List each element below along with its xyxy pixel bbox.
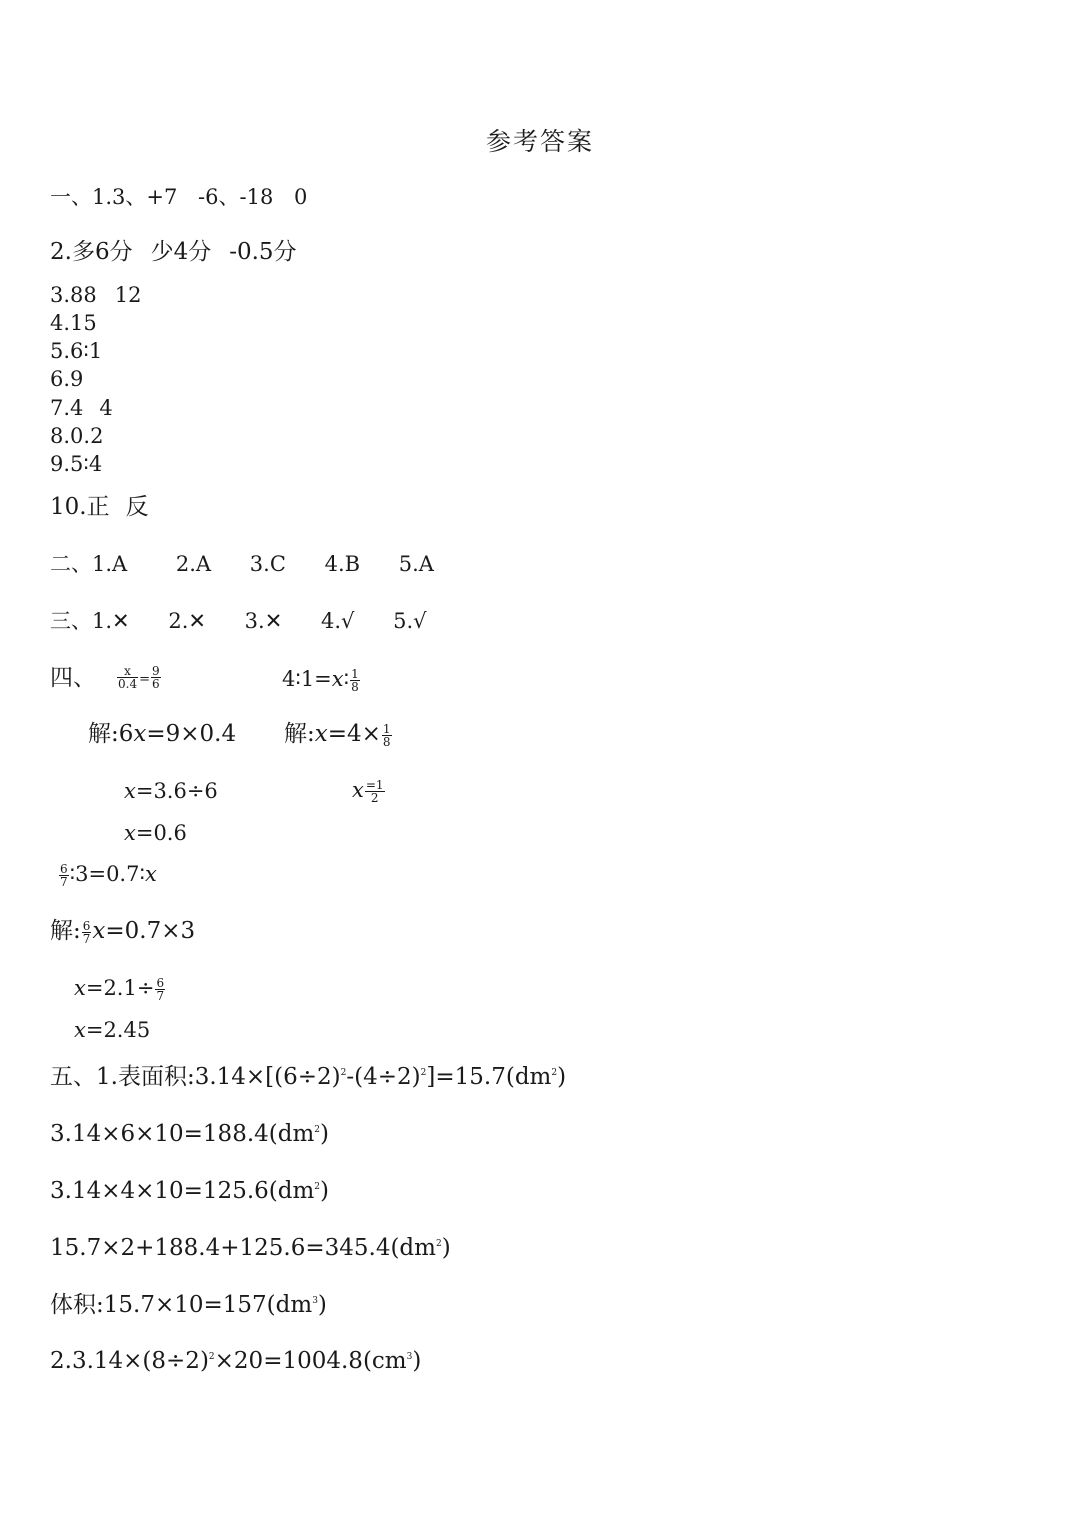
part1-q7: 7.4 4	[50, 396, 113, 420]
eq1-statement: $\frac{x}{0.4}$ = $\frac{9}{6}$	[118, 664, 160, 691]
page-title: 参考答案	[485, 127, 594, 156]
eq3-step2: x=2.1÷ $\frac{6}{7}$	[74, 976, 165, 1003]
eq1-left-fraction: $\frac{x}{0.4}$	[118, 664, 138, 691]
part5-q1-line1: 五、1.表面积$:3.14\times[(6\div 2)^2-(4\div 2)^2]=15.7(dm^2)$	[50, 1064, 567, 1090]
part1-q8: 8.0.2	[50, 424, 104, 448]
eq1-step2: x=3.6÷6	[124, 779, 218, 803]
part3-answers: 三、1.✕ 2.✕ 3.✕ 4.√ 5.√	[50, 609, 427, 633]
eq2-step1: 解:x=4× $\frac{1}{8}$	[284, 721, 391, 749]
eq2-step2-fraction: $\frac{=1}{2}$	[365, 778, 384, 805]
part3-label: 三、	[50, 609, 92, 633]
part1-q4: 4.15	[50, 311, 97, 335]
part5-q2: $2.3.14\times(8\div 2)^2\times 20=1004.8(cm^3)$	[50, 1348, 422, 1374]
eq2-step1-fraction: $\frac{1}{8}$	[382, 721, 391, 749]
eq2-step2: x $\frac{=1}{2}$	[352, 778, 384, 805]
part1-label: 一、	[50, 185, 92, 209]
eq3-step1-fraction: $\frac{6}{7}$	[82, 918, 91, 946]
eq1-step1: 解:6x=9×0.4	[88, 721, 237, 747]
part4-label: 四、	[50, 665, 96, 691]
part1-q10: 10.正 反	[50, 494, 149, 520]
eq3-step3: x=2.45	[74, 1018, 151, 1042]
part5-label: 五、	[50, 1064, 96, 1090]
part1-q5: 5.6∶1	[50, 339, 103, 363]
eq1-right-fraction: $\frac{9}{6}$	[152, 664, 160, 691]
part5-q1-line4: $15.7\times 2+188.4+125.6=345.4(dm^2)$	[50, 1235, 451, 1261]
eq3-statement: $\frac{6}{7}$ ∶3=0.7∶x	[60, 862, 157, 889]
part5-q1-line3: $3.14\times 4\times 10=125.6(dm^2)$	[50, 1178, 329, 1204]
part2-answers: 二、1.A 2.A 3.C 4.B 5.A	[50, 552, 434, 576]
eq3-fraction: $\frac{6}{7}$	[60, 862, 68, 889]
part5-volume: 体积$:15.7\times 10=157(dm^3)$	[50, 1292, 327, 1318]
part1-q1: 一、1.3、+7 -6、-18 0	[50, 185, 308, 209]
part1-q3: 3.88 12	[50, 283, 142, 307]
eq3-step1: 解: $\frac{6}{7}$ x=0.7×3	[50, 918, 196, 946]
part5-q1-line2: $3.14\times 6\times 10=188.4(dm^2)$	[50, 1121, 329, 1147]
part2-label: 二、	[50, 552, 92, 576]
part1-q9: 9.5∶4	[50, 452, 103, 476]
eq3-step2-fraction: $\frac{6}{7}$	[156, 976, 165, 1003]
part1-q2: 2.多6分 少4分 -0.5分	[50, 239, 297, 265]
eq2-fraction: $\frac{1}{8}$	[351, 667, 359, 694]
part1-q6: 6.9	[50, 367, 84, 391]
eq2-statement: 4∶1=x∶ $\frac{1}{8}$	[282, 667, 359, 694]
eq1-step3: x=0.6	[124, 821, 187, 845]
